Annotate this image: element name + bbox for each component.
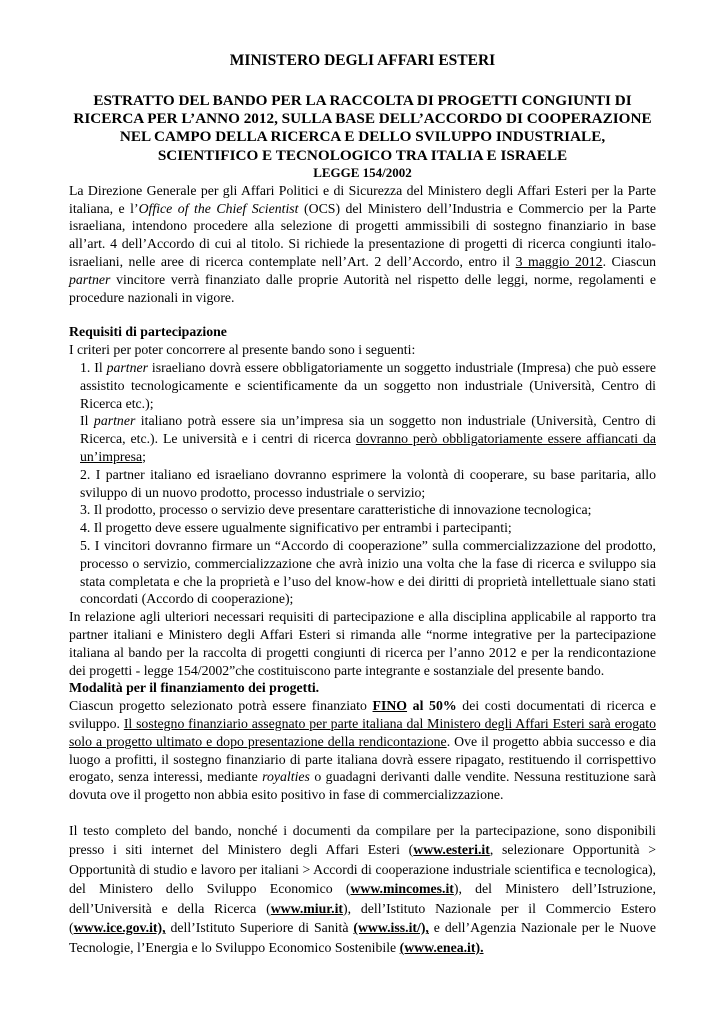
link-mincomes[interactable]: www.mincomes.it xyxy=(350,881,454,897)
document-page xyxy=(69,52,656,957)
document-title: ESTRATTO DEL BANDO PER LA RACCOLTA DI PROGETTI CONGIUNTI DI RICERCA PER L’ANNO 2012, SULLA BASE DELL’ACCORDO DI COOPERAZIONE NEL CAMPO DELLA RICERCA E DELLO SVILUPPO INDUSTRIALE, SCIENTIFICO E TECNOLOGICO TRA ITALIA E ISRAELE xyxy=(73,92,652,164)
link-miur[interactable]: www.miur.it xyxy=(270,900,344,916)
funding-percentage: al 50% xyxy=(407,698,457,714)
ocs-name: Office of the Chief Scientist xyxy=(138,200,299,216)
requirement-item-4: 4. Il progetto deve essere ugualmente significativo per entrambi i partecipanti; xyxy=(80,520,512,536)
law-reference: LEGGE 154/2002 xyxy=(313,164,412,180)
requirement-item-2: 2. I partner italiano ed israeliano dovranno esprimere la volontà di cooperare, su base paritaria, allo sviluppo di un nuovo prodotto, processo industriale o servizio; xyxy=(80,466,656,500)
funding-paragraph: Ciascun progetto selezionato potrà essere finanziato FINO al 50% dei costi documentati di ricerca e sviluppo. Il sostegno finanziario assegnato per parte italiana dal Ministero degli Affari Esteri sarà erogato solo a progetto ultimato e dopo presentazione della rendicontazione. Ove il progetto abbia successo e dia luogo a profitti, il sostegno finanziario di parte italiana dovrà essere ripagato, restituendo il corrispettivo erogato, senza interessi, mediante royalties o guadagni derivanti dalle vendite. Nessuna restituzione sarà dovuta ove il progetto non abbia esito positivo in fase di commercializzazione. xyxy=(69,698,657,803)
requirements-lead: I criteri per poter concorrere al presente bando sono i seguenti: xyxy=(69,342,416,358)
info-paragraph: Il testo completo del bando, nonché i documenti da compilare per la partecipazione, sono disponibili presso i siti internet del Ministero degli Affari Esteri (www.esteri.it, selezionare Opportunità > Opportunità di studio e lavoro per italiani > Accordi di cooperazione industriale scientifica e tecnologica), del Ministero dello Sviluppo Economico (www.mincomes.it), del Ministero dell’Istruzione, dell’Università e della Ricerca (www.miur.it), dell’Istituto Nazionale per il Commercio Estero (www.ice.gov.it), dell’Istituto Superiore di Sanità (www.iss.it/), e dell’Agenzia Nazionale per le Nuove Tecnologie, l’Energia e lo Sviluppo Economico Sostenibile (www.enea.it). xyxy=(69,822,656,955)
requirement-item-1: 1. Il partner israeliano dovrà essere obbligatoriamente un soggetto industriale (Impresa) che può essere assistito tecnologicamente e scientificamente da un soggetto non industriale (Università, Centro di Ricerca etc.); xyxy=(80,359,656,411)
ministry-heading: MINISTERO DEGLI AFFARI ESTERI xyxy=(229,52,496,69)
link-ice[interactable]: www.ice.gov.it), xyxy=(73,920,166,936)
funding-limit-fino: FINO xyxy=(372,698,408,714)
requirements-closing: In relazione agli ulteriori necessari requisiti di partecipazione e alla disciplina applicabile al rapporto tra partner italiani e Ministero degli Affari Esteri si rimanda alle “norme integrative per la partecipazione italiana al bando per la raccolta di progetti congiunti di ricerca per l’anno 2012 e per la rendicontazione dei progetti - legge 154/2002”che costituiscono parte integrante e sostanziale del presente bando. xyxy=(69,609,656,678)
requirements-heading: Requisiti di partecipazione xyxy=(69,324,227,340)
funding-heading: Modalità per il finanziamento dei progetti. xyxy=(69,680,320,696)
deadline-date: 3 maggio 2012 xyxy=(515,254,603,269)
mandatory-company-note: dovranno però obbligatoriamente essere affiancati da un’impresa xyxy=(80,431,656,464)
intro-paragraph: La Direzione Generale per gli Affari Politici e di Sicurezza del Ministero degli Affari Esteri per la Parte italiana, e l’Office of the Chief Scientist (OCS) del Ministero dell’Industria e Commercio per la Parte israeliana, intendono procedere alla selezione di progetti ammissibili di sostegno finanziario in base all’art. 4 dell’Accordo di cui al titolo. Si richiede la presentazione di progetti di ricerca congiunti italo-israeliani, nelle aree di ricerca contemplate nell’Art. 2 dell’Accordo, entro il 3 maggio 2012. Ciascun partner vincitore verrà finanziato dalle proprie Autorità nel rispetto delle leggi, norme, regolamenti e procedure nazionali in vigore. xyxy=(69,182,656,305)
link-iss[interactable]: (www.iss.it/), xyxy=(353,920,429,936)
requirement-item-5: 5. I vincitori dovranno firmare un “Accordo di cooperazione” sulla commercializzazione del prodotto, processo o servizio, commercializzazione che avrà inizio una volta che la fase di ricerca e sviluppo sia stata completata e che la proprietà e l’uso del know-how e dei diritti di proprietà intellettuale siano stati concordati (Accordo di cooperazione); xyxy=(80,537,656,607)
funding-disbursement-note: Il sostegno finanziario assegnato per parte italiana dal Ministero degli Affari Esteri sarà erogato solo a progetto ultimato e dopo presentazione della rendicontazione xyxy=(69,715,656,749)
link-esteri[interactable]: www.esteri.it xyxy=(413,842,490,858)
link-enea[interactable]: (www.enea.it). xyxy=(399,939,484,955)
requirement-item-3: 3. Il prodotto, processo o servizio deve presentare caratteristiche di innovazione tecnologica; xyxy=(80,502,592,518)
requirement-item-1-italian-partner: Il partner italiano potrà essere sia un’impresa sia un soggetto non industriale (Università, Centro di Ricerca, etc.). Le università e i centri di ricerca dovranno però obbligatoriamente essere affiancati da un’impresa; xyxy=(80,413,656,464)
